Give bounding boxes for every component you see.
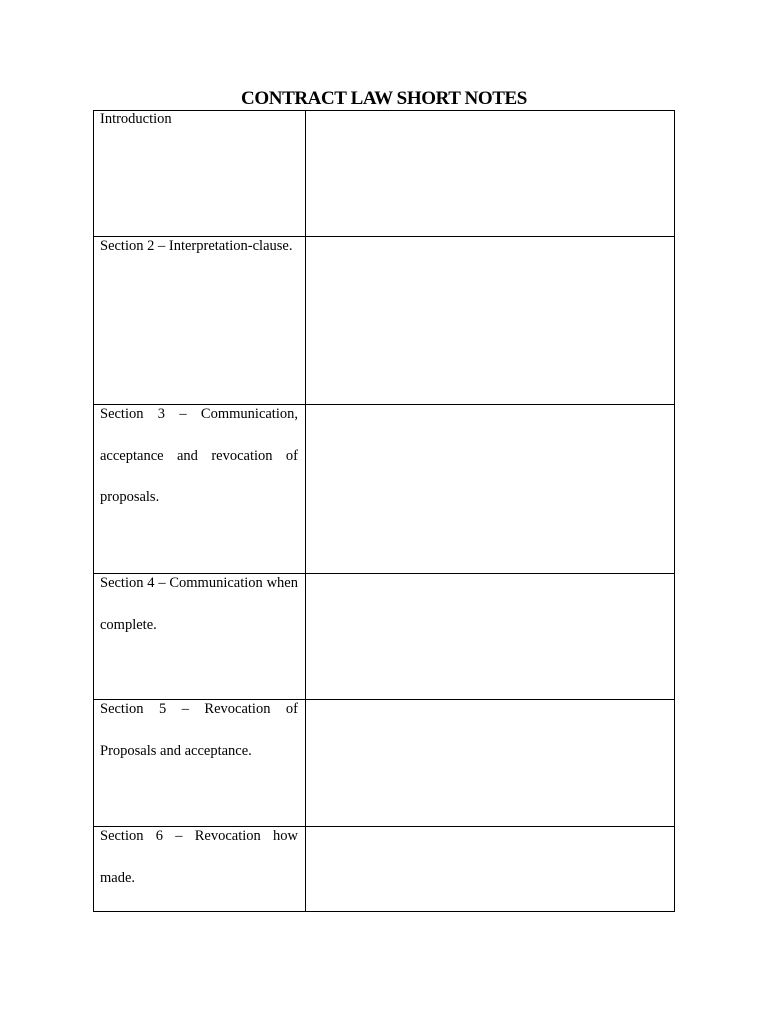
notes-cell[interactable] [306,574,675,700]
topic-cell [94,574,306,700]
topic-cell [94,405,306,574]
table-row [94,405,675,574]
topic-label-section-3: Section 3 – Communication, acceptance and revocation of proposals. [100,406,298,505]
notes-cell[interactable] [306,700,675,827]
topic-label-section-5: Section 5 – Revocation of Proposals and acceptance. [100,701,298,759]
notes-cell[interactable] [306,237,675,405]
page-title: CONTRACT LAW SHORT NOTES [241,88,527,109]
table-row [94,237,675,405]
topic-label-section-2: Section 2 – Interpretation-clause. [100,238,293,254]
notes-table [93,110,675,912]
topic-cell [94,827,306,912]
topic-label-introduction: Introduction [100,111,172,127]
table-row [94,574,675,700]
notes-cell[interactable] [306,827,675,912]
notes-cell[interactable] [306,111,675,237]
topic-label-section-6: Section 6 – Revocation how made. [100,828,298,886]
topic-cell [94,111,306,237]
table-row [94,700,675,827]
topic-label-section-4: Section 4 – Communication when complete. [100,575,298,633]
notes-cell[interactable] [306,405,675,574]
topic-cell [94,700,306,827]
table-row [94,827,675,912]
table-row [94,111,675,237]
topic-cell [94,237,306,405]
